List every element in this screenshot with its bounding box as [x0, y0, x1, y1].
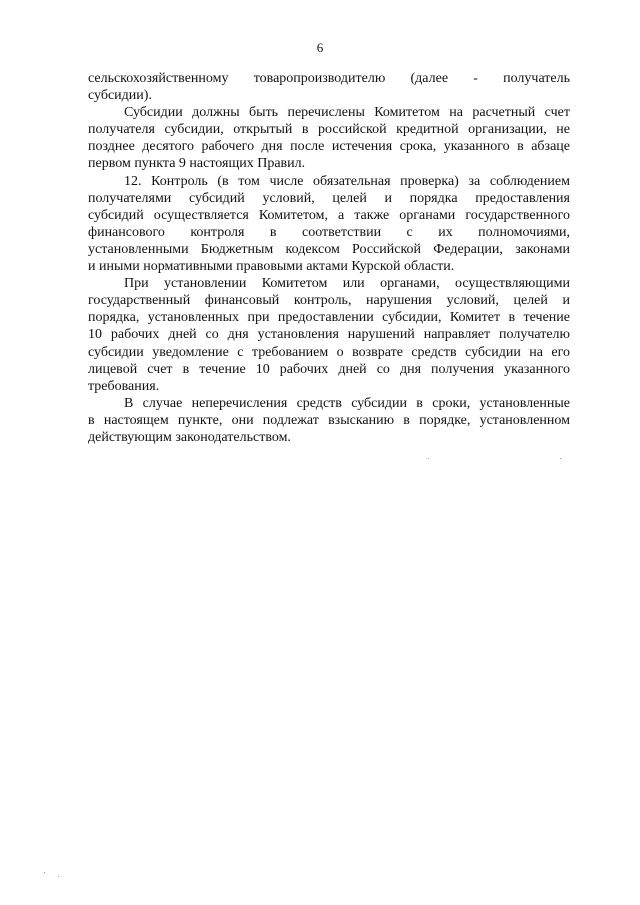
- paragraph-4: [88, 275, 570, 395]
- text-line: первом пункта 9 настоящих Правил.: [88, 156, 306, 172]
- text-line: позднее десятого рабочего дня после истечения срока, указанного в абзаце: [88, 139, 570, 155]
- text-line: порядка, установленных при предоставлении субсидии, Комитет в течение: [88, 310, 570, 326]
- text-line: установленными Бюджетным кодексом Российской Федерации, законами: [88, 241, 570, 257]
- scan-speck: [44, 872, 45, 873]
- text-line: В случае неперечисления средств субсидии в сроки, установленные: [124, 395, 570, 411]
- text-line: получателями субсидий условий, целей и порядка предоставления: [88, 190, 570, 206]
- text-line: субсидии).: [88, 88, 152, 104]
- text-line: субсидий осуществляется Комитетом, а также органами государственного: [88, 207, 570, 223]
- text-line: субсидии уведомление с требованием о возврате средств субсидии на его: [88, 344, 570, 360]
- paragraph-5: [88, 395, 570, 446]
- document-body: [88, 70, 570, 446]
- text-line: и иными нормативными правовыми актами Курской области.: [88, 259, 455, 275]
- page-number: 6: [316, 40, 324, 55]
- text-line: 12. Контроль (в том числе обязательная проверка) за соблюдением: [124, 173, 570, 189]
- text-line: действующим законодательством.: [88, 429, 291, 445]
- scan-speck: [560, 458, 561, 459]
- text-line: Субсидии должны быть перечислены Комитетом на расчетный счет: [124, 105, 570, 121]
- paragraph-1: [88, 70, 570, 104]
- text-line: государственный финансовый контроль, нарушения условий, целей и: [88, 293, 570, 309]
- scan-speck: [58, 876, 59, 877]
- text-line: требования.: [88, 378, 160, 394]
- text-line: лицевой счет в течение 10 рабочих дней со дня получения указанного: [88, 361, 570, 377]
- paragraph-2: [88, 104, 570, 172]
- text-line: финансового контроля в соответствии с их полномочиями,: [88, 224, 570, 240]
- paragraph-3: [88, 173, 570, 276]
- scan-speck: [428, 458, 429, 459]
- text-line: получателя субсидии, открытый в российской кредитной организации, не: [88, 122, 570, 138]
- text-line: сельскохозяйственному товаропроизводителю (далее - получатель: [88, 71, 570, 86]
- text-line: в настоящем пункте, они подлежат взысканию в порядке, установленном: [88, 412, 570, 428]
- text-line: 10 рабочих дней со дня установления нарушений направляет получателю: [88, 327, 570, 343]
- text-line: При установлении Комитетом или органами, осуществляющими: [124, 276, 570, 292]
